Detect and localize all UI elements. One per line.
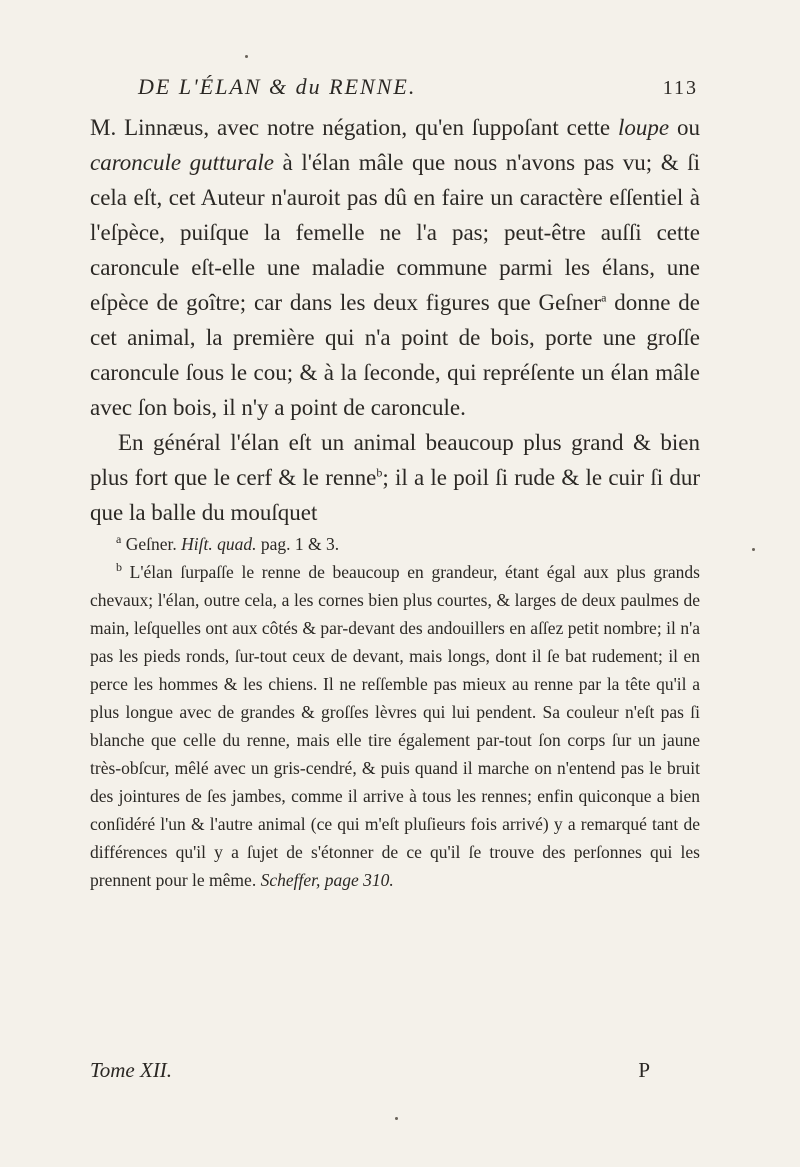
tome-label: Tome XII. (90, 1058, 173, 1082)
footnote-b (90, 558, 700, 894)
paper-speck (395, 1117, 398, 1120)
running-header (138, 74, 698, 100)
text-run: Geſner. (121, 534, 182, 554)
paper-speck (245, 55, 248, 58)
italic-term: caroncule gutturale (90, 150, 274, 175)
footnotes (90, 530, 700, 894)
text-run: M. Linnæus, avec notre négation, qu'en ſuppoſant cette (90, 115, 618, 140)
paragraph-1 (90, 110, 700, 425)
paper-speck (752, 548, 755, 551)
footnote-ref-a: a (601, 290, 607, 305)
running-title: DE L'ÉLAN & du RENNE. (138, 74, 417, 99)
italic-term: loupe (617, 115, 670, 140)
text-run: ; il a le poil ſi rude & le cuir ſi dur que la balle du mouſquet (90, 465, 700, 525)
text-run: L'élan ſurpaſſe le renne de beaucoup en grandeur, étant égal aux plus grands chevaux; l'élan, outre cela, a les cornes bien plus courtes, & larges de deux paulmes de main, leſquelles ont aux côtés & par-devant des andouillers en aſſez petit nombre; il n'a pas les pieds ronds, ſur-tout ceux de devant, mais longs, dont il ſe bat rudement; il en perce les hommes & les chiens. Il ne reſſemble pas mieux au renne par la tête qu'il a plus longue avec de grandes & groſſes lèvres qui lui pendent. Sa couleur n'eſt pas ſi blanche que celle du renne, mais elle tire également par-tout ſon corps ſur un jaune très-obſcur, mêlé avec un gris-cendré, & puis quand il marche on n'entend pas le bruit des jointures de ſes jambes, comme il arrive à tous les rennes; enfin quiconque a bien conſidéré l'un & l'autre animal (ce qui m'eſt pluſieurs fois arrivé) y a remarqué tant de différences qu'il y a ſujet de s'étonner de ce qu'il ſe trouve des perſonnes qui les prennent pour le même. (90, 562, 700, 890)
page-number: 113 (662, 77, 698, 99)
main-text (90, 110, 700, 530)
footnote-ref-b: b (376, 465, 383, 480)
footnote-mark: b (116, 560, 122, 575)
paragraph-2 (90, 425, 700, 530)
text-run: donne de cet animal, la première qui n'a point de bois, porte une groſſe caroncule ſous le cou; & à la ſeconde, qui repréſente un élan mâle avec ſon bois, il n'y a point de caroncule. (90, 290, 700, 420)
signature-mark: P (638, 1058, 650, 1082)
footnote-a (90, 530, 700, 558)
text-run: En général l'élan eſt un animal beaucoup plus grand & bien plus fort que le cerf & le renne (90, 430, 700, 490)
italic-citation: Hiſt. quad. (181, 534, 257, 554)
page-footer (90, 1058, 650, 1083)
text-run: ou (669, 115, 700, 140)
italic-citation: Scheffer, page 310. (260, 870, 394, 890)
text-run: à l'élan mâle que nous n'avons pas vu; & ſi cela eſt, cet Auteur n'auroit pas dû en faire un caractère eſſentiel à l'eſpèce, puiſque la femelle ne l'a pas; peut-être auſſi cette caroncule eſt-elle une maladie commune parmi les élans, une eſpèce de goître; car dans les deux figures que Geſner (90, 150, 700, 315)
text-run: pag. 1 & 3. (256, 534, 340, 554)
footnote-mark: a (116, 532, 122, 547)
